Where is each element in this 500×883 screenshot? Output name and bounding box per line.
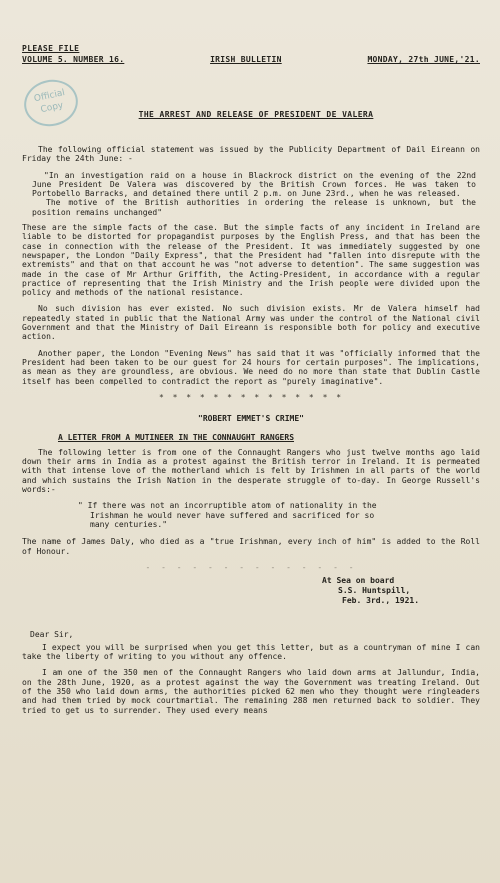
section-divider: * * * * * * * * * * * * * * <box>158 392 344 402</box>
body-paragraph: Another paper, the London "Evening News" has said that it was "officially informed that the President had been taken to be our guest for 24 hours for certain purposes". The implications, as mean as they are groundless, are obvious. We need do no more than state that Dublin Castle itself has been compelled to contradict the report as "purely imaginative". <box>22 348 480 386</box>
stamp-line-1: Official <box>33 88 66 105</box>
please-file-label: PLEASE FILE <box>22 44 80 53</box>
quote-line: many centuries." <box>90 519 168 529</box>
roll-of-honour-note: The name of James Daly, who died as a "true Irishman, every inch of him" is added to the Roll of Honour. <box>22 537 480 556</box>
body-paragraph: These are the simple facts of the case. But the simple facts of any incident in Ireland are liable to be distorted for propagandist purposes by the English Press, and that has been the case in connection with the release of the President. It was immediately suggested by one newspaper, the London "Daily Express", that the President had "fallen into disrepute with the extremists" and that on that account he was "not adverse to detention". The same suggestion was made in the case of Mr Arthur Griffith, the Acting-President, in accordance with a regular practice of representing that the Irish Ministry and the Irish people were divided upon the policy and methods of the national resistance. <box>22 223 480 298</box>
quote-line: " If there was not an incorruptible atom of nationality in the <box>78 501 377 511</box>
letter-salutation: Dear Sir, <box>30 629 74 639</box>
article-title: THE ARREST AND RELEASE OF PRESIDENT DE VALERA <box>138 110 374 119</box>
volume-number: VOLUME 5. NUMBER 16. <box>22 55 125 64</box>
bulletin-name: IRISH BULLETIN <box>210 55 282 64</box>
quote-paragraph: "In an investigation raid on a house in Blackrock district on the evening of the 22nd June President De Valera was discovered by the British Crown forces. He was taken to Portobello Barracks, and detained there until 2 p.m. on June 23rd., when he was released. <box>32 170 476 199</box>
bulletin-header <box>22 55 480 64</box>
stamp-line-2: Copy <box>39 100 65 116</box>
official-copy-stamp <box>20 75 82 131</box>
quote-line: Irishman he would never have suffered and sacrificed for so <box>90 510 375 520</box>
address-line: Feb. 3rd., 1921. <box>342 595 420 605</box>
article-intro: The following official statement was issued by the Publicity Department of Dail Eireann on Friday the 24th June: - <box>22 145 480 164</box>
article-intro: The following letter is from one of the Connaught Rangers who just twelve months ago laid down their arms in India as a protest against the British terror in Ireland. It is permeated with that intense love of the motherland which is felt by Irishmen in all parts of the world and which sustains the Irish Nation in the desperate struggle of to-day. In George Russell's words:- <box>22 447 480 495</box>
official-statement-quote <box>32 171 476 217</box>
article-title: "ROBERT EMMET'S CRIME" <box>198 413 304 423</box>
letter-paragraph: I expect you will be surprised when you get this letter, but as a countryman of mine I can take the liberty of writing to you without any offence. <box>22 642 480 662</box>
address-line: At Sea on board <box>322 575 395 585</box>
article-subtitle: A LETTER FROM A MUTINEER IN THE CONNAUGHT RANGERS <box>58 432 295 442</box>
address-line: S.S. Huntspill, <box>338 585 411 595</box>
letter-paragraph: I am one of the 350 men of the Connaught Rangers who laid down arms at Jallundur, India, on the 28th June, 1920, as a protest against the way the Government was treating Ireland. Out of the 350 who laid down arms, the authorities picked 62 men who they thought were ringleaders and had them tried by mock courtmartial. The remaining 288 men returned back to soldier. They tried to get us to surrender. They used every means <box>22 668 480 715</box>
dotted-divider: - - - - - - - - - - - - - - <box>145 562 357 572</box>
letter-address <box>322 576 480 606</box>
body-paragraph: No such division has ever existed. No such division exists. Mr de Valera himself had repeatedly stated in public that the National Army was under the control of the National civil Government and that the Ministry of Dail Eireann is responsible both for policy and executive action. <box>22 304 480 342</box>
bulletin-date: MONDAY, 27th JUNE,'21. <box>367 55 480 64</box>
russell-quote <box>78 501 480 529</box>
quote-paragraph: The motive of the British authorities in ordering the release is unknown, but the position remains unchanged" <box>32 198 476 217</box>
